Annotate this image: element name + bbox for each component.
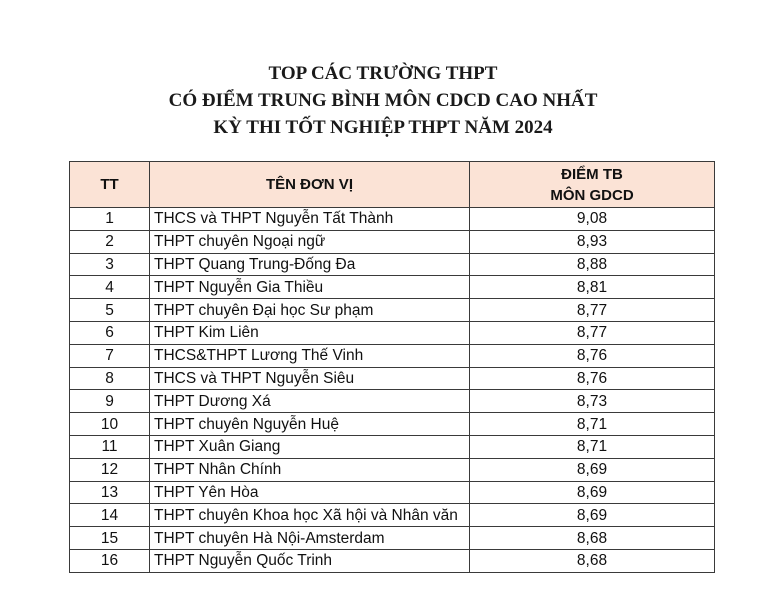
header-score-line1: ĐIỂM TB [561,165,623,183]
gdcd-score: 9,08 [470,208,715,231]
school-name: THPT Nguyễn Gia Thiều [150,276,470,299]
school-name: THPT Yên Hòa [150,481,470,504]
school-name: THPT chuyên Khoa học Xã hội và Nhân văn [150,504,470,527]
gdcd-score: 8,77 [470,321,715,344]
row-number: 1 [70,208,150,231]
row-number: 12 [70,458,150,481]
row-number: 3 [70,253,150,276]
school-name: THCS và THPT Nguyễn Siêu [150,367,470,390]
table-row [70,435,715,458]
table-row [70,481,715,504]
document-title [0,60,766,141]
row-number: 10 [70,413,150,436]
row-number: 5 [70,299,150,322]
school-name: THPT chuyên Hà Nội-Amsterdam [150,527,470,550]
school-name: THPT chuyên Ngoại ngữ [150,230,470,253]
table-row [70,299,715,322]
table-row [70,321,715,344]
gdcd-score: 8,71 [470,435,715,458]
gdcd-score: 8,69 [470,458,715,481]
row-number: 16 [70,549,150,572]
gdcd-score: 8,68 [470,549,715,572]
table-body [70,208,715,573]
row-number: 8 [70,367,150,390]
row-number: 4 [70,276,150,299]
header-score [470,162,715,208]
table-row [70,230,715,253]
school-name: THPT chuyên Nguyễn Huệ [150,413,470,436]
header-score-line2: MÔN GDCD [550,186,634,204]
table-row [70,367,715,390]
gdcd-score: 8,76 [470,344,715,367]
header-name: TÊN ĐƠN VỊ [150,162,470,208]
school-name: THPT Nhân Chính [150,458,470,481]
gdcd-score: 8,69 [470,504,715,527]
school-name: THPT Nguyễn Quốc Trinh [150,549,470,572]
school-name: THPT Dương Xá [150,390,470,413]
gdcd-score: 8,77 [470,299,715,322]
gdcd-score: 8,73 [470,390,715,413]
table-row [70,504,715,527]
row-number: 9 [70,390,150,413]
title-line-1: TOP CÁC TRƯỜNG THPT [268,63,498,84]
header-tt: TT [70,162,150,208]
row-number: 13 [70,481,150,504]
title-line-2: CÓ ĐIỂM TRUNG BÌNH MÔN CDCD CAO NHẤT [168,90,598,111]
table-header [70,162,715,208]
gdcd-score: 8,69 [470,481,715,504]
table-row [70,549,715,572]
school-name: THPT Kim Liên [150,321,470,344]
table-row [70,276,715,299]
table-row [70,344,715,367]
row-number: 15 [70,527,150,550]
row-number: 14 [70,504,150,527]
gdcd-score: 8,93 [470,230,715,253]
title-line-3: KỲ THI TỐT NGHIỆP THPT NĂM 2024 [213,117,553,138]
row-number: 11 [70,435,150,458]
row-number: 7 [70,344,150,367]
gdcd-score: 8,68 [470,527,715,550]
school-name: THCS&THPT Lương Thế Vinh [150,344,470,367]
school-name: THCS và THPT Nguyễn Tất Thành [150,208,470,231]
school-name: THPT Xuân Giang [150,435,470,458]
table-row [70,390,715,413]
table-row [70,458,715,481]
school-ranking-table [69,161,715,573]
table-row [70,413,715,436]
gdcd-score: 8,88 [470,253,715,276]
row-number: 6 [70,321,150,344]
table-row [70,253,715,276]
school-name: THPT Quang Trung-Đống Đa [150,253,470,276]
row-number: 2 [70,230,150,253]
gdcd-score: 8,71 [470,413,715,436]
table-row [70,208,715,231]
header-row [70,162,715,208]
school-name: THPT chuyên Đại học Sư phạm [150,299,470,322]
gdcd-score: 8,81 [470,276,715,299]
table-row [70,527,715,550]
gdcd-score: 8,76 [470,367,715,390]
